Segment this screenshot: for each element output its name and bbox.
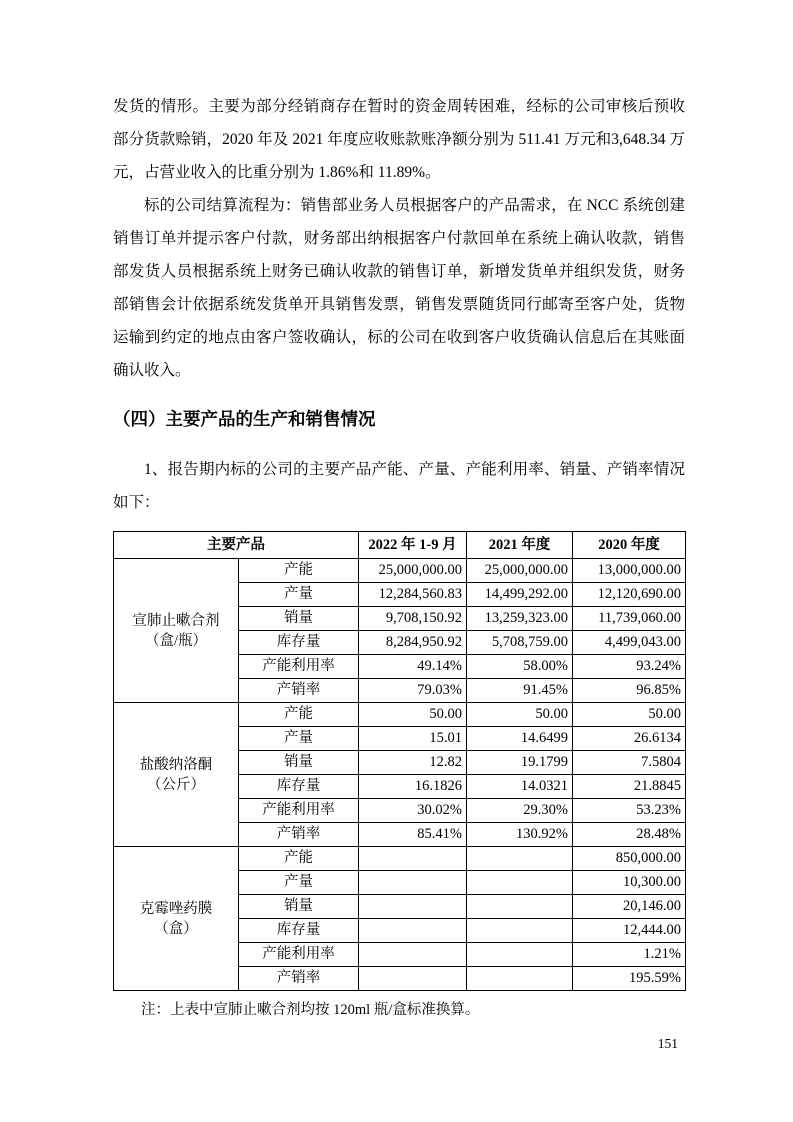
value-cell: 130.92% <box>467 823 573 847</box>
value-cell: 26.6134 <box>573 727 686 751</box>
metric-cell: 产销率 <box>239 967 359 991</box>
value-cell <box>467 847 573 871</box>
value-cell: 58.00% <box>467 655 573 679</box>
value-cell: 16.1826 <box>359 775 467 799</box>
value-cell: 49.14% <box>359 655 467 679</box>
metric-cell: 销量 <box>239 607 359 631</box>
table-header-period-1: 2021 年度 <box>467 532 573 559</box>
product-name-cell <box>114 559 239 703</box>
product-name: 宣肺止嗽合剂 <box>132 612 220 629</box>
value-cell: 93.24% <box>573 655 686 679</box>
paragraph-receivables: 发货的情形。主要为部分经销商存在暂时的资金周转困难，经标的公司审核后预收部分货款赊销，2020 年及 2021 年度应收账款账净额分别为 511.41 万元和3,648.34 万元，占营业收入的比重分别为 1.86%和 11.89%。 <box>113 98 685 181</box>
metric-cell: 产能 <box>239 559 359 583</box>
value-cell: 7.5804 <box>573 751 686 775</box>
value-cell <box>359 919 467 943</box>
value-cell: 25,000,000.00 <box>359 559 467 583</box>
value-cell: 53.23% <box>573 799 686 823</box>
value-cell: 11,739,060.00 <box>573 607 686 631</box>
value-cell: 96.85% <box>573 679 686 703</box>
table-header-period-0: 2022 年 1-9 月 <box>359 532 467 559</box>
value-cell: 14.6499 <box>467 727 573 751</box>
value-cell <box>359 943 467 967</box>
table-header-product: 主要产品 <box>114 532 359 559</box>
value-cell: 8,284,950.92 <box>359 631 467 655</box>
production-sales-table <box>113 531 686 991</box>
product-unit: （公斤） <box>147 776 205 793</box>
product-name-cell <box>114 703 239 847</box>
value-cell: 12,444.00 <box>573 919 686 943</box>
product-name: 盐酸纳洛酮 <box>139 756 213 773</box>
value-cell <box>359 871 467 895</box>
value-cell: 85.41% <box>359 823 467 847</box>
value-cell: 12.82 <box>359 751 467 775</box>
metric-cell: 产销率 <box>239 679 359 703</box>
value-cell: 50.00 <box>573 703 686 727</box>
value-cell: 10,300.00 <box>573 871 686 895</box>
metric-cell: 销量 <box>239 895 359 919</box>
table-header-period-2: 2020 年度 <box>573 532 686 559</box>
metric-cell: 库存量 <box>239 775 359 799</box>
value-cell: 50.00 <box>359 703 467 727</box>
metric-cell: 库存量 <box>239 919 359 943</box>
table-header-row <box>114 532 686 559</box>
value-cell: 20,146.00 <box>573 895 686 919</box>
value-cell: 1.21% <box>573 943 686 967</box>
page-content <box>113 90 685 1021</box>
value-cell: 29.30% <box>467 799 573 823</box>
metric-cell: 销量 <box>239 751 359 775</box>
value-cell <box>467 943 573 967</box>
value-cell: 12,120,690.00 <box>573 583 686 607</box>
metric-cell: 产能 <box>239 847 359 871</box>
value-cell: 79.03% <box>359 679 467 703</box>
value-cell: 30.02% <box>359 799 467 823</box>
metric-cell: 产能利用率 <box>239 943 359 967</box>
product-name-cell <box>114 847 239 991</box>
metric-cell: 产量 <box>239 727 359 751</box>
table-row <box>114 559 686 583</box>
section-heading: （四）主要产品的生产和销售情况 <box>113 409 376 429</box>
table-note: 注：上表中宣肺止嗽合剂均按 120ml 瓶/盒标准换算。 <box>141 1002 480 1018</box>
metric-cell: 产能利用率 <box>239 799 359 823</box>
value-cell: 50.00 <box>467 703 573 727</box>
metric-cell: 产量 <box>239 583 359 607</box>
value-cell: 9,708,150.92 <box>359 607 467 631</box>
paragraph-settlement-process: 标的公司结算流程为：销售部业务人员根据客户的产品需求，在 NCC 系统创建销售订单并提示客户付款，财务部出纳根据客户付款回单在系统上确认收款，销售部发货人员根据系统上财务已确认收款的销售订单，新增发货单并组织发货，财务部销售会计依据系统发货单开具销售发票，销售发票随货同行邮寄至客户处，货物运输到约定的地点由客户签收确认，标的公司在收到客户收货确认信息后在其账面确认收入。 <box>113 197 685 379</box>
metric-cell: 产销率 <box>239 823 359 847</box>
value-cell: 12,284,560.83 <box>359 583 467 607</box>
value-cell: 13,259,323.00 <box>467 607 573 631</box>
value-cell: 28.48% <box>573 823 686 847</box>
value-cell <box>359 895 467 919</box>
metric-cell: 库存量 <box>239 631 359 655</box>
table-header <box>114 532 686 559</box>
value-cell: 21.8845 <box>573 775 686 799</box>
product-unit: （盒） <box>154 920 198 937</box>
value-cell: 14.0321 <box>467 775 573 799</box>
value-cell: 14,499,292.00 <box>467 583 573 607</box>
value-cell <box>467 895 573 919</box>
metric-cell: 产量 <box>239 871 359 895</box>
value-cell <box>359 847 467 871</box>
metric-cell: 产能 <box>239 703 359 727</box>
value-cell <box>359 967 467 991</box>
value-cell: 4,499,043.00 <box>573 631 686 655</box>
value-cell: 13,000,000.00 <box>573 559 686 583</box>
value-cell: 195.59% <box>573 967 686 991</box>
value-cell: 25,000,000.00 <box>467 559 573 583</box>
value-cell: 850,000.00 <box>573 847 686 871</box>
page-number: 151 <box>657 1036 678 1051</box>
table-row <box>114 703 686 727</box>
value-cell <box>467 871 573 895</box>
value-cell <box>467 919 573 943</box>
value-cell <box>467 967 573 991</box>
value-cell: 19.1799 <box>467 751 573 775</box>
metric-cell: 产能利用率 <box>239 655 359 679</box>
product-unit: （盒/瓶） <box>144 632 208 649</box>
product-name: 克霉唑药膜 <box>139 900 213 917</box>
table-body <box>114 559 686 991</box>
table-row <box>114 847 686 871</box>
value-cell: 91.45% <box>467 679 573 703</box>
value-cell: 15.01 <box>359 727 467 751</box>
paragraph-table-intro: 1、报告期内标的公司的主要产品产能、产量、产能利用率、销量、产销率情况如下： <box>113 461 685 511</box>
value-cell: 5,708,759.00 <box>467 631 573 655</box>
